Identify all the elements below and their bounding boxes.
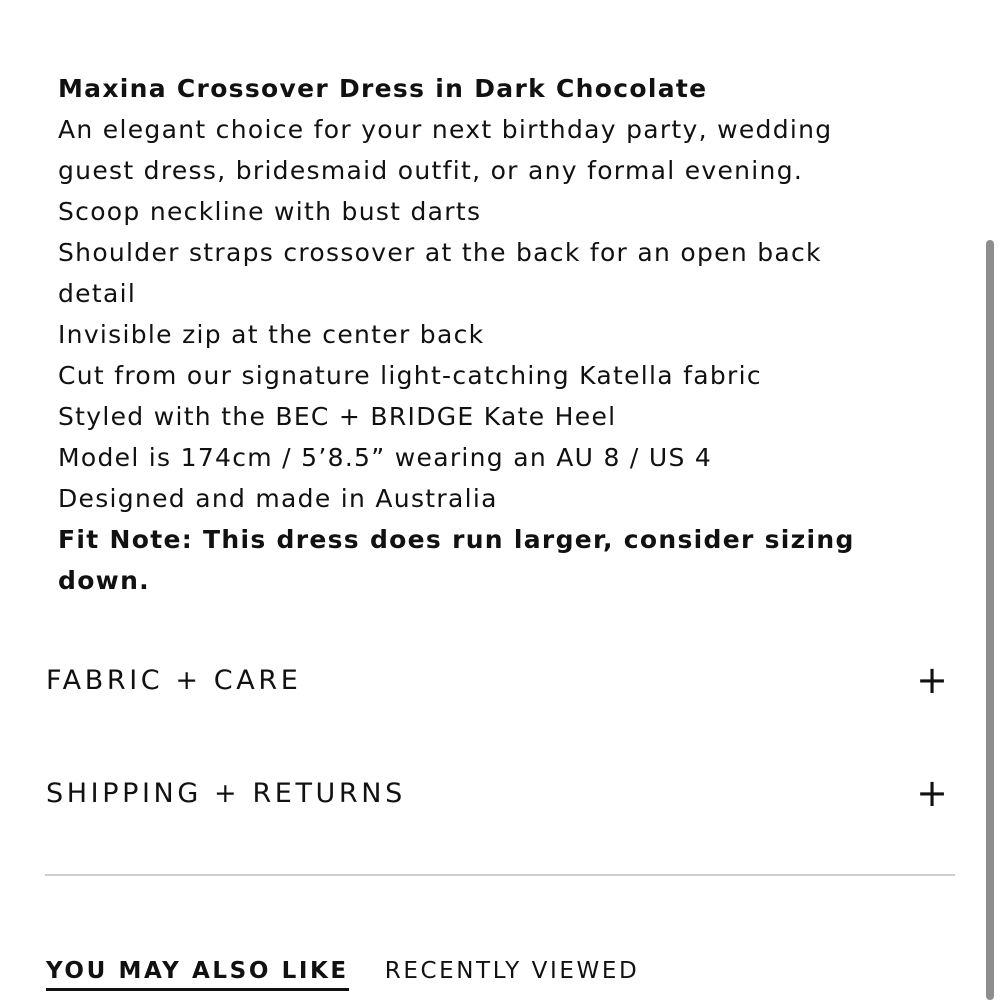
description-line: Shoulder straps crossover at the back for an open back <box>58 238 822 267</box>
scrollbar-thumb[interactable] <box>986 240 994 1000</box>
fit-note: Fit Note: This dress does run larger, consider sizing <box>58 525 855 554</box>
plus-icon[interactable]: + <box>916 771 948 815</box>
tab-recently-viewed[interactable]: RECENTLY VIEWED <box>384 958 640 984</box>
description-line: detail <box>58 279 137 308</box>
shipping-returns-accordion[interactable] <box>46 763 954 823</box>
fabric-care-accordion[interactable] <box>46 650 954 710</box>
section-divider <box>45 874 955 876</box>
description-line: Styled with the BEC + BRIDGE Kate Heel <box>58 402 617 431</box>
description-line: Cut from our signature light-catching Katella fabric <box>58 361 762 390</box>
description-line: Designed and made in Australia <box>58 484 498 513</box>
description-line: Invisible zip at the center back <box>58 320 485 349</box>
shipping-returns-label: SHIPPING + RETURNS <box>46 777 406 809</box>
description-line: Scoop neckline with bust darts <box>58 197 482 226</box>
fit-note: down. <box>58 566 150 595</box>
product-title: Maxina Crossover Dress in Dark Chocolate <box>58 74 708 103</box>
tab-you-may-also-like[interactable]: YOU MAY ALSO LIKE <box>46 958 349 991</box>
recommendation-tabs <box>46 958 639 991</box>
fabric-care-label: FABRIC + CARE <box>46 664 302 696</box>
product-description <box>58 68 958 601</box>
description-line: guest dress, bridesmaid outfit, or any formal evening. <box>58 156 804 185</box>
description-line: Model is 174cm / 5’8.5” wearing an AU 8 / US 4 <box>58 443 713 472</box>
plus-icon[interactable]: + <box>916 658 948 702</box>
description-line: An elegant choice for your next birthday party, wedding <box>58 115 833 144</box>
